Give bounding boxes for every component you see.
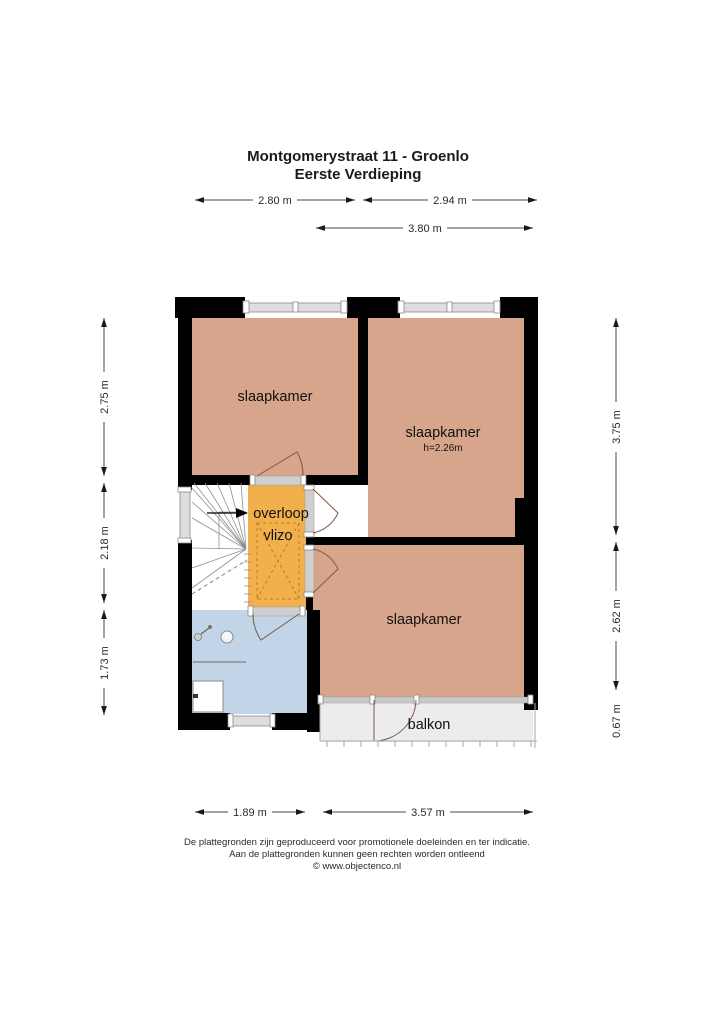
dimension-top-group — [195, 193, 537, 235]
dimension-right-group — [608, 318, 624, 746]
drain-icon — [221, 631, 233, 643]
washer-icon — [193, 681, 223, 712]
label-landing: overloop — [253, 506, 309, 522]
label-loft-ladder: vlizo — [263, 528, 293, 544]
window-stairs-left — [180, 490, 190, 540]
room-staircase — [192, 483, 248, 610]
dim-bottom-2: 3.57 m — [411, 807, 445, 819]
dim-bottom-1: 1.89 m — [233, 807, 267, 819]
dim-left-3: 1.73 m — [99, 646, 111, 680]
dimension-bottom-group — [195, 805, 533, 819]
dim-left-1: 2.75 m — [99, 380, 111, 414]
door-bedroom1 — [253, 476, 303, 485]
dim-right-1: 3.75 m — [611, 410, 623, 444]
footer-line3: © www.objectenco.nl — [312, 861, 402, 872]
dim-top-1: 2.80 m — [258, 195, 292, 207]
dim-right-2: 2.62 m — [611, 599, 623, 633]
footer-line2: Aan de plattegronden kunnen geen rechten worden ontleend — [229, 849, 485, 860]
dim-right-3: 0.67 m — [611, 704, 623, 738]
dimension-left-group — [96, 318, 112, 715]
label-balcony: balkon — [407, 717, 451, 733]
dim-top-2: 2.94 m — [433, 195, 467, 207]
balcony-glass-band — [320, 697, 533, 703]
label-bedroom1: slaapkamer — [237, 389, 313, 405]
footer-line1: De plattegronden zijn geproduceerd voor promotionele doeleinden en ter indicatie. — [184, 837, 530, 848]
label-bedroom3: slaapkamer — [386, 612, 462, 628]
page-title-line1: Montgomerystraat 11 - Groenlo — [247, 148, 469, 165]
door-bedroom3 — [305, 548, 314, 594]
label-bedroom2: slaapkamer — [405, 425, 481, 441]
dim-top-3: 3.80 m — [408, 223, 442, 235]
dim-left-2: 2.18 m — [99, 526, 111, 560]
door-arc-bedroom2 — [313, 489, 338, 533]
page-title-line2: Eerste Verdieping — [294, 166, 422, 183]
window-bathroom — [231, 716, 272, 726]
door-bathroom — [251, 607, 301, 616]
label-bedroom2-height: h=2.26m — [423, 443, 463, 454]
